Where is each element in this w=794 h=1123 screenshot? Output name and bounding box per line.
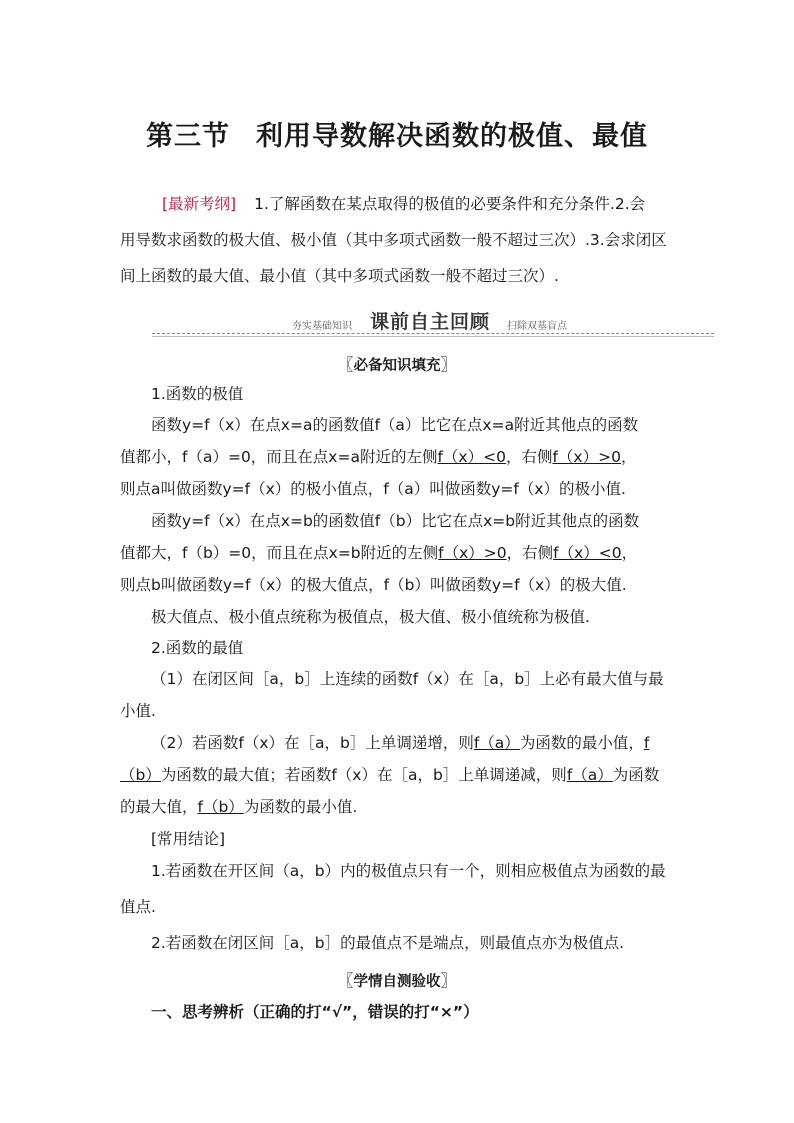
section-title: 利用导数解决函数的极值、最值 bbox=[256, 121, 648, 152]
blank-answer: f（b） bbox=[197, 798, 244, 816]
extreme-p1-line3: 则点a叫做函数y=f（x）的极小值点，f（a）叫做函数y=f（x）的极小值. bbox=[120, 480, 626, 498]
maxmin-p2-line1: （2）若函数f（x）在［a，b］上单调递增，则f（a）为函数的最小值，f bbox=[151, 734, 650, 752]
banner-divider bbox=[152, 333, 714, 334]
blank-answer: f（x）>0 bbox=[438, 544, 507, 562]
conclusion-1-line2: 值点. bbox=[120, 898, 156, 916]
exam-outline bbox=[120, 186, 680, 294]
banner-title: 课前自主回顾 bbox=[370, 311, 491, 333]
outline-line-3: 间上函数的最大值、最小值（其中多项式函数一般不超过三次）. bbox=[120, 267, 559, 285]
extreme-heading: 1.函数的极值 bbox=[151, 385, 244, 403]
outline-line-1: [最新考纲] 1.了解函数在某点取得的极值的必要条件和充分条件.2.会 bbox=[162, 195, 646, 213]
extreme-p2-line3: 则点b叫做函数y=f（x）的极大值点，f（b）叫做函数y=f（x）的极大值. bbox=[120, 576, 627, 594]
maxmin-p1-line2: 小值. bbox=[120, 702, 156, 720]
extreme-p1-line1: 函数y=f（x）在点x=a的函数值f（a）比它在点x=a附近其他点的函数 bbox=[151, 416, 639, 434]
outline-line-2: 用导数求函数的极大值、极小值（其中多项式函数一般不超过三次）.3.会求闭区 bbox=[120, 231, 667, 249]
extreme-p1-line2: 值都小，f（a）=0，而且在点x=a附近的左侧f（x）<0，右侧f（x）>0， bbox=[120, 448, 637, 466]
extreme-p2-line1: 函数y=f（x）在点x=b的函数值f（b）比它在点x=b附近其他点的函数 bbox=[151, 512, 640, 530]
blank-answer: f bbox=[643, 734, 650, 752]
banner-divider-2 bbox=[152, 336, 714, 337]
blank-answer: f（a） bbox=[473, 734, 520, 752]
maxmin-p2-line3: 的最大值，f（b）为函数的最小值. bbox=[120, 798, 358, 816]
outline-tag: [最新考纲] bbox=[162, 195, 237, 213]
blank-answer: （b） bbox=[120, 766, 161, 784]
banner-right-text: 扫除双基盲点 bbox=[507, 321, 567, 332]
extreme-p3: 极大值点、极小值点统称为极值点，极大值、极小值统称为极值. bbox=[151, 608, 590, 626]
page-title bbox=[0, 114, 794, 153]
blank-answer: f（x）>0 bbox=[552, 448, 621, 466]
maxmin-heading: 2.函数的最值 bbox=[151, 639, 244, 657]
maxmin-p1-line1: （1）在闭区间［a，b］上连续的函数f（x）在［a，b］上必有最大值与最 bbox=[151, 670, 664, 688]
exercise-heading: 一、思考辨析（正确的打“√”，错误的打“×”） bbox=[151, 1003, 479, 1021]
extreme-p2-line2: 值都大，f（b）=0，而且在点x=b附近的左侧f（x）>0，右侧f（x）<0， bbox=[120, 544, 638, 562]
blank-answer: f（x）<0 bbox=[437, 448, 506, 466]
maxmin-p2-line2: （b）为函数的最大值；若函数f（x）在［a，b］上单调递减，则f（a）为函数 bbox=[120, 766, 660, 784]
conclusion-2: 2.若函数在闭区间［a，b］的最值点不是端点，则最值点亦为极值点. bbox=[151, 934, 625, 952]
banner-left-text: 夯实基础知识 bbox=[292, 321, 352, 332]
section-banner bbox=[152, 302, 714, 338]
knowledge-section-heading: 〖必备知识填充〗 bbox=[337, 355, 457, 374]
section-number: 第三节 bbox=[146, 121, 230, 152]
conclusions-heading: [常用结论] bbox=[151, 830, 226, 848]
blank-answer: f（a） bbox=[566, 766, 613, 784]
blank-answer: f（x）<0 bbox=[553, 544, 622, 562]
selftest-section-heading: 〖学情自测验收〗 bbox=[337, 971, 457, 990]
conclusion-1-line1: 1.若函数在开区间（a，b）内的极值点只有一个，则相应极值点为函数的最 bbox=[151, 862, 666, 880]
